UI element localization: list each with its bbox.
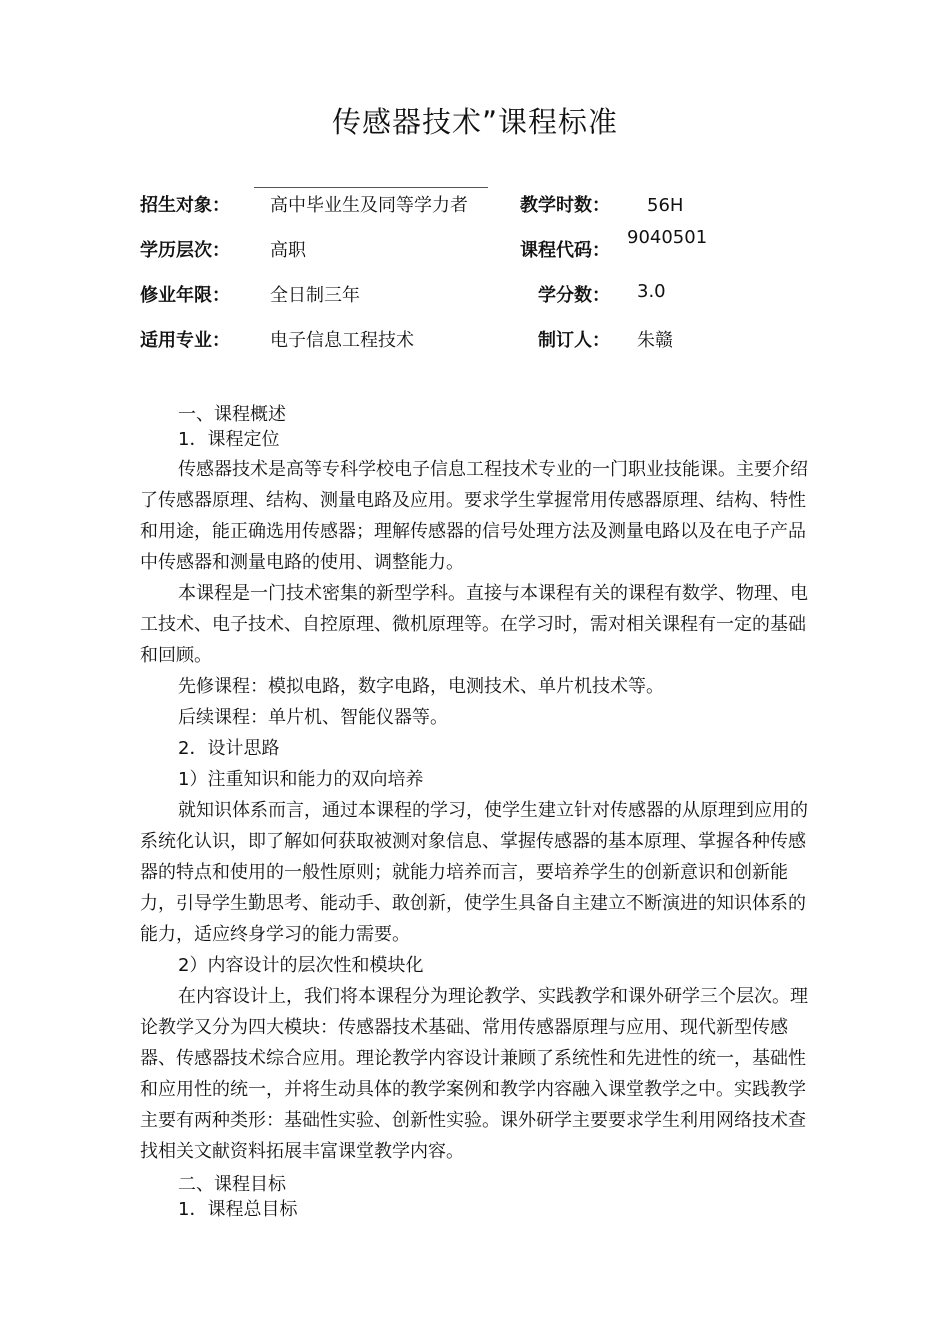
paragraph-dual-training: 就知识体系而言，通过本课程的学习，使学生建立针对传感器的从原理到应用的系统化认识，即了解如何获取被测对象信息、掌握传感器的基本原理、掌握各种传感器的特点和使用的一般性原则；就能力培养而言，要培养学生的创新意识和创新能力，引导学生勤思考、能动手、敢创新，使学生具备自主建立不断演进的知识体系的能力，适应终身学习的能力需要。 [140, 800, 808, 945]
duration-value: 全日制三年 [270, 285, 360, 306]
credits-value: 3.0 [637, 281, 666, 302]
paragraph-positioning: 传感器技术是高等专科学校电子信息工程技术专业的一门职业技能课。主要介绍了传感器原理、结构、测量电路及应用。要求学生掌握常用传感器原理、结构、特性和用途，能正确选用传感器；理解传感器的信号处理方法及测量电路以及在电子产品中传感器和测量电路的使用、调整能力。 [140, 459, 808, 573]
section-heading-overview: 一、课程概述 [178, 404, 286, 425]
target-label: 招生对象： [140, 195, 230, 216]
underline-rule [254, 187, 488, 188]
section-heading-objectives: 二、课程目标 [178, 1174, 286, 1195]
target-value: 高中毕业生及同等学力者 [270, 195, 468, 216]
subheading-positioning: 1．课程定位 [178, 429, 280, 450]
paragraph-related-courses: 本课程是一门技术密集的新型学科。直接与本课程有关的课程有数学、物理、电工技术、电子技术、自控原理、微机原理等。在学习时，需对相关课程有一定的基础和回顾。 [140, 583, 808, 666]
author-value: 朱赣 [637, 330, 673, 351]
subheading-dual-training: 1）注重知识和能力的双向培养 [178, 769, 424, 790]
major-label: 适用专业： [140, 330, 230, 351]
hours-label: 教学时数： [520, 195, 610, 216]
duration-label: 修业年限： [140, 285, 230, 306]
level-value: 高职 [270, 240, 306, 261]
subheading-overall-objective: 1．课程总目标 [178, 1199, 298, 1220]
credits-label: 学分数： [538, 285, 610, 306]
subheading-design: 2．设计思路 [178, 738, 280, 759]
hours-value: 56H [647, 195, 684, 216]
document-title: 传感器技术”课程标准 [331, 105, 619, 139]
paragraph-prerequisites: 先修课程：模拟电路，数字电路，电测技术、单片机技术等。 [178, 676, 664, 697]
paragraph-layered-design: 在内容设计上，我们将本课程分为理论教学、实践教学和课外研学三个层次。理论教学又分为四大模块：传感器技术基础、常用传感器原理与应用、现代新型传感器、传感器技术综合应用。理论教学内容设计兼顾了系统性和先进性的统一，基础性和应用性的统一，并将生动具体的教学案例和教学内容融入课堂教学之中。实践教学主要有两种类形：基础性实验、创新性实验。课外研学主要要求学生利用网络技术查找相关文献资料拓展丰富课堂教学内容。 [140, 986, 808, 1162]
code-label: 课程代码： [520, 240, 610, 261]
code-value: 9040501 [627, 227, 708, 248]
author-label: 制订人： [538, 330, 610, 351]
subheading-layered-design: 2）内容设计的层次性和模块化 [178, 955, 424, 976]
level-label: 学历层次： [140, 240, 230, 261]
body-block-1 [140, 454, 820, 1167]
paragraph-followups: 后续课程：单片机、智能仪器等。 [178, 707, 448, 728]
major-value: 电子信息工程技术 [270, 330, 414, 351]
